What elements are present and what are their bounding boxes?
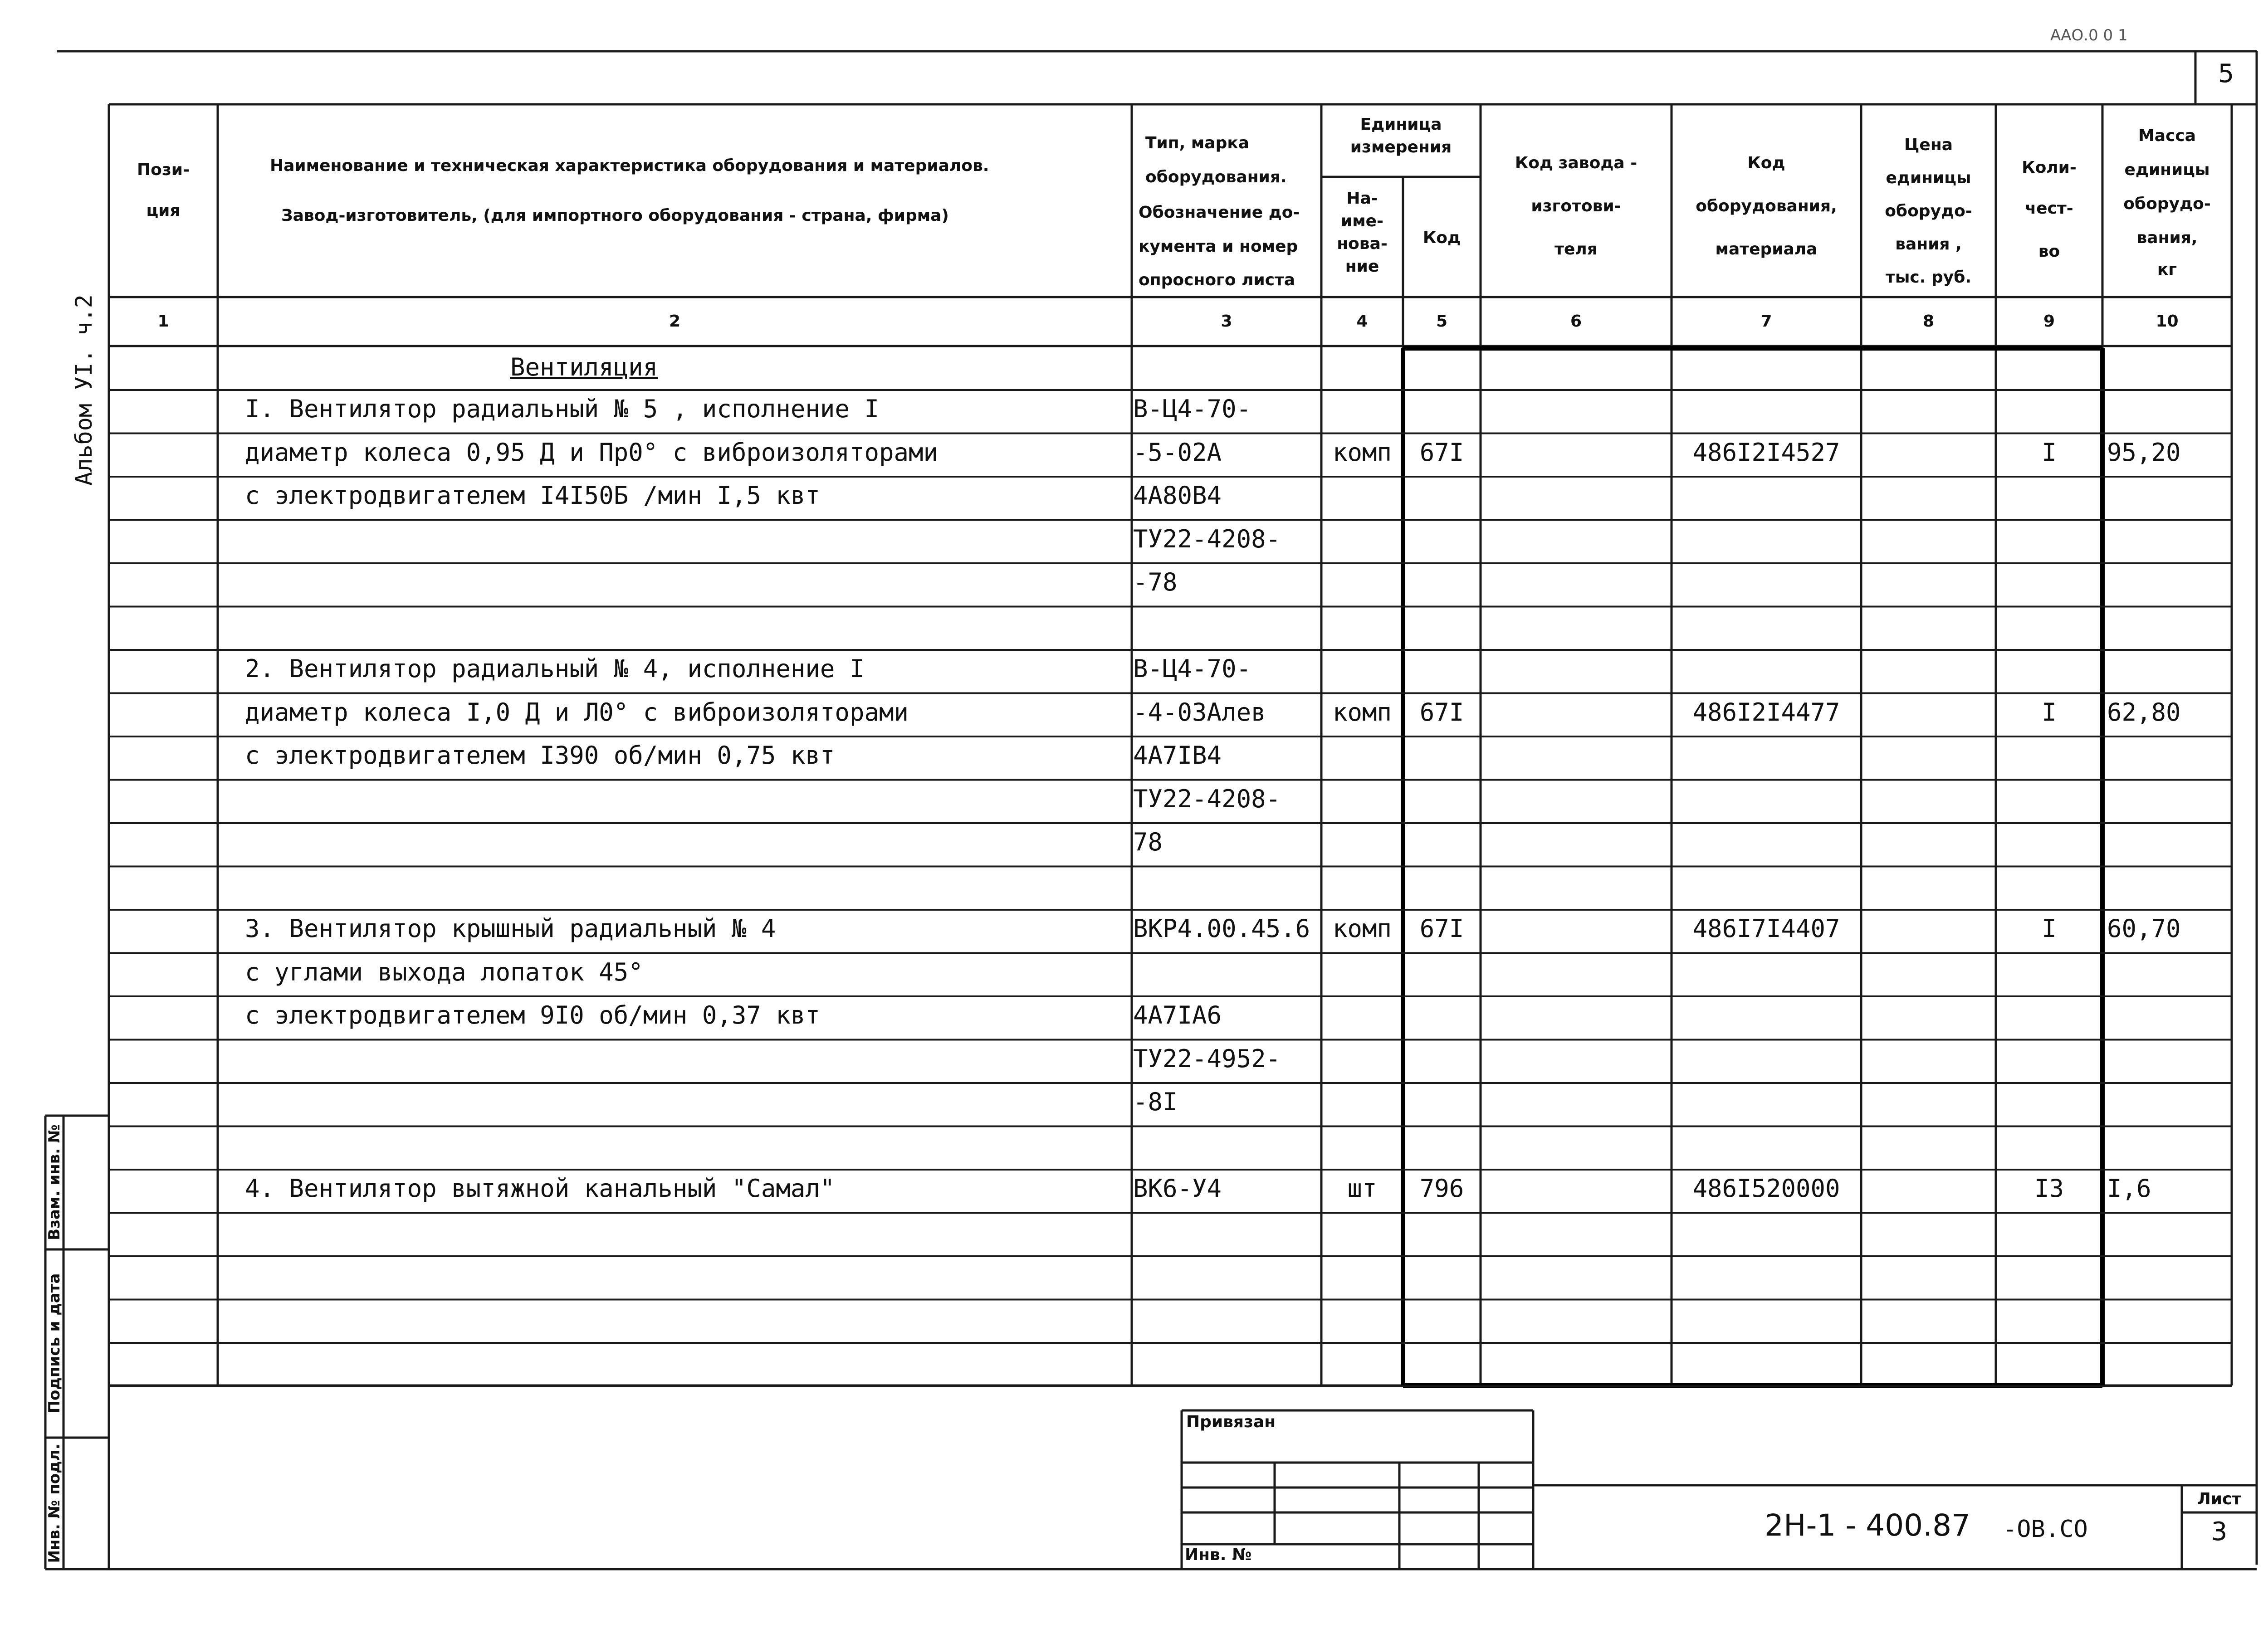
cell-mass: I,6 — [2107, 1174, 2151, 1203]
sheet-number: 3 — [2211, 1517, 2228, 1546]
header-equip-code-1: Код — [1747, 154, 1785, 172]
header-type-2: оборудования. — [1145, 168, 1287, 186]
header-unit-group-2: измерения — [1350, 138, 1452, 156]
cell-mass: 60,70 — [2107, 914, 2181, 943]
cell-name: с электродвигателем I4I50Б /мин I,5 квт — [245, 481, 820, 510]
cell-type: ВК6-У4 — [1133, 1174, 1222, 1203]
cell-equip-code: 486I2I4477 — [1692, 697, 1840, 727]
column-number: 1 — [157, 312, 169, 331]
header-equip-code-3: материала — [1715, 240, 1818, 259]
column-number: 7 — [1760, 312, 1772, 331]
header-qty-2: чест- — [2025, 199, 2073, 218]
cell-unit: комп — [1332, 697, 1392, 727]
cell-unit: шт — [1347, 1174, 1377, 1203]
cell-type: ТУ22-4208- — [1133, 524, 1281, 553]
cell-code: 796 — [1419, 1174, 1464, 1203]
column-number: 9 — [2043, 312, 2055, 331]
cell-unit: комп — [1332, 914, 1392, 943]
header-type-3: Обозначение до- — [1139, 203, 1300, 222]
header-unit-group-1: Единица — [1360, 115, 1442, 134]
header-unit-name-4: ние — [1345, 257, 1379, 276]
section-title: Вентиляция — [510, 353, 658, 381]
cell-type: ТУ22-4208- — [1133, 784, 1281, 813]
header-unit-name-3: нова- — [1337, 234, 1388, 253]
cell-name: с электродвигателем I390 об/мин 0,75 квт — [245, 741, 835, 770]
header-name-line1: Наименование и техническая характеристика оборудования и материалов. — [270, 156, 989, 175]
cell-name: I. Вентилятор радиальный № 5 , исполнение I — [245, 395, 879, 423]
header-name-line2: Завод-изготовитель, (для импортного оборудования - страна, фирма) — [281, 206, 949, 225]
header-price-5: тыс. руб. — [1885, 268, 1972, 287]
column-number: 3 — [1221, 312, 1232, 331]
cell-mass: 62,80 — [2107, 697, 2181, 727]
cell-type: В-Ц4-70- — [1133, 395, 1251, 423]
cell-type: -78 — [1133, 568, 1178, 596]
header-position-1: Пози- — [137, 161, 190, 179]
cell-type: ВКР4.00.45.6 — [1133, 914, 1310, 943]
header-plant-code-1: Код завода - — [1515, 154, 1637, 172]
header-price-4: вания , — [1895, 235, 1962, 254]
cell-type: ТУ22-4952- — [1133, 1044, 1281, 1073]
header-mass-1: Масса — [2138, 127, 2196, 145]
inv-orig-label: Инв. № подл. — [45, 1444, 64, 1563]
cell-name: 4. Вентилятор вытяжной канальный "Самал" — [245, 1174, 835, 1203]
cell-qty: I — [2042, 438, 2057, 467]
sheet-label: Лист — [2197, 1490, 2242, 1508]
cell-type: -4-03Алев — [1133, 697, 1266, 727]
cell-type: 4А7IВ4 — [1133, 741, 1222, 770]
cell-name: с углами выхода лопаток 45° — [245, 957, 643, 986]
column-number: 10 — [2156, 312, 2179, 331]
cell-code: 67I — [1419, 697, 1464, 727]
header-qty-3: во — [2038, 242, 2060, 261]
header-unit-name-2: име- — [1340, 212, 1383, 230]
top-corner-mark: ААО.0 0 1 — [2050, 26, 2128, 44]
header-price-3: оборудо- — [1885, 202, 1972, 220]
column-number: 6 — [1570, 312, 1582, 331]
header-type-5: опросного листа — [1139, 271, 1295, 289]
header-unit-code: Код — [1422, 229, 1461, 247]
column-number: 4 — [1356, 312, 1368, 331]
cell-equip-code: 486I520000 — [1692, 1174, 1840, 1203]
cell-type: 4А80В4 — [1133, 481, 1222, 510]
album-side-label: Альбом УI. ч.2 — [71, 294, 97, 486]
cell-code: 67I — [1419, 438, 1464, 467]
header-unit-name-1: На- — [1346, 189, 1378, 208]
cell-code: 67I — [1419, 914, 1464, 943]
cell-mass: 95,20 — [2107, 438, 2181, 467]
cell-qty: I — [2042, 914, 2057, 943]
header-plant-code-3: теля — [1554, 240, 1598, 259]
header-equip-code-2: оборудования, — [1696, 197, 1837, 215]
cell-qty: I — [2042, 697, 2057, 727]
cell-unit: комп — [1332, 438, 1392, 467]
column-number: 8 — [1922, 312, 1935, 331]
cell-name: 2. Вентилятор радиальный № 4, исполнение I — [245, 654, 865, 683]
header-type-4: кумента и номер — [1139, 237, 1298, 256]
cell-type: В-Ц4-70- — [1133, 654, 1251, 683]
column-number: 5 — [1436, 312, 1448, 331]
cell-type: 78 — [1133, 828, 1163, 856]
cell-type: 4А7IА6 — [1133, 1001, 1222, 1029]
header-mass-5: кг — [2157, 260, 2177, 279]
header-price-2: единицы — [1886, 169, 1971, 187]
cell-name: 3. Вентилятор крышный радиальный № 4 — [245, 914, 776, 943]
cell-name: диаметр колеса 0,95 Д и Пр0° с виброизоляторами — [245, 438, 938, 467]
header-mass-3: оборудо- — [2123, 195, 2211, 213]
cell-type: -5-02А — [1133, 438, 1222, 467]
cell-equip-code: 486I2I4527 — [1692, 438, 1840, 467]
header-qty-1: Коли- — [2022, 158, 2077, 177]
column-number: 2 — [669, 312, 681, 331]
sign-date-label: Подпись и дата — [45, 1273, 64, 1414]
header-position-2: ция — [146, 201, 181, 220]
replace-inv-label: Взам. инв. № — [45, 1124, 64, 1240]
page-number: 5 — [2218, 59, 2234, 88]
stamp-bound-label: Привязан — [1186, 1413, 1276, 1431]
cell-equip-code: 486I7I4407 — [1692, 914, 1840, 943]
cell-name: с электродвигателем 9I0 об/мин 0,37 квт — [245, 1001, 820, 1029]
cell-qty: I3 — [2034, 1174, 2064, 1203]
header-type-1: Тип, марка — [1145, 134, 1250, 152]
header-price-1: Цена — [1904, 136, 1953, 154]
document-code: 2Н-1 - 400.87 — [1765, 1508, 1971, 1543]
cell-type: -8I — [1133, 1088, 1178, 1116]
cell-name: диаметр колеса I,0 Д и Л0° с виброизоляторами — [245, 697, 909, 727]
document-suffix: -ОВ.СО — [2003, 1516, 2088, 1543]
header-plant-code-2: изготови- — [1531, 197, 1621, 215]
header-mass-4: вания, — [2136, 229, 2198, 247]
stamp-inv-label: Инв. № — [1185, 1546, 1252, 1564]
header-mass-2: единицы — [2124, 161, 2210, 179]
